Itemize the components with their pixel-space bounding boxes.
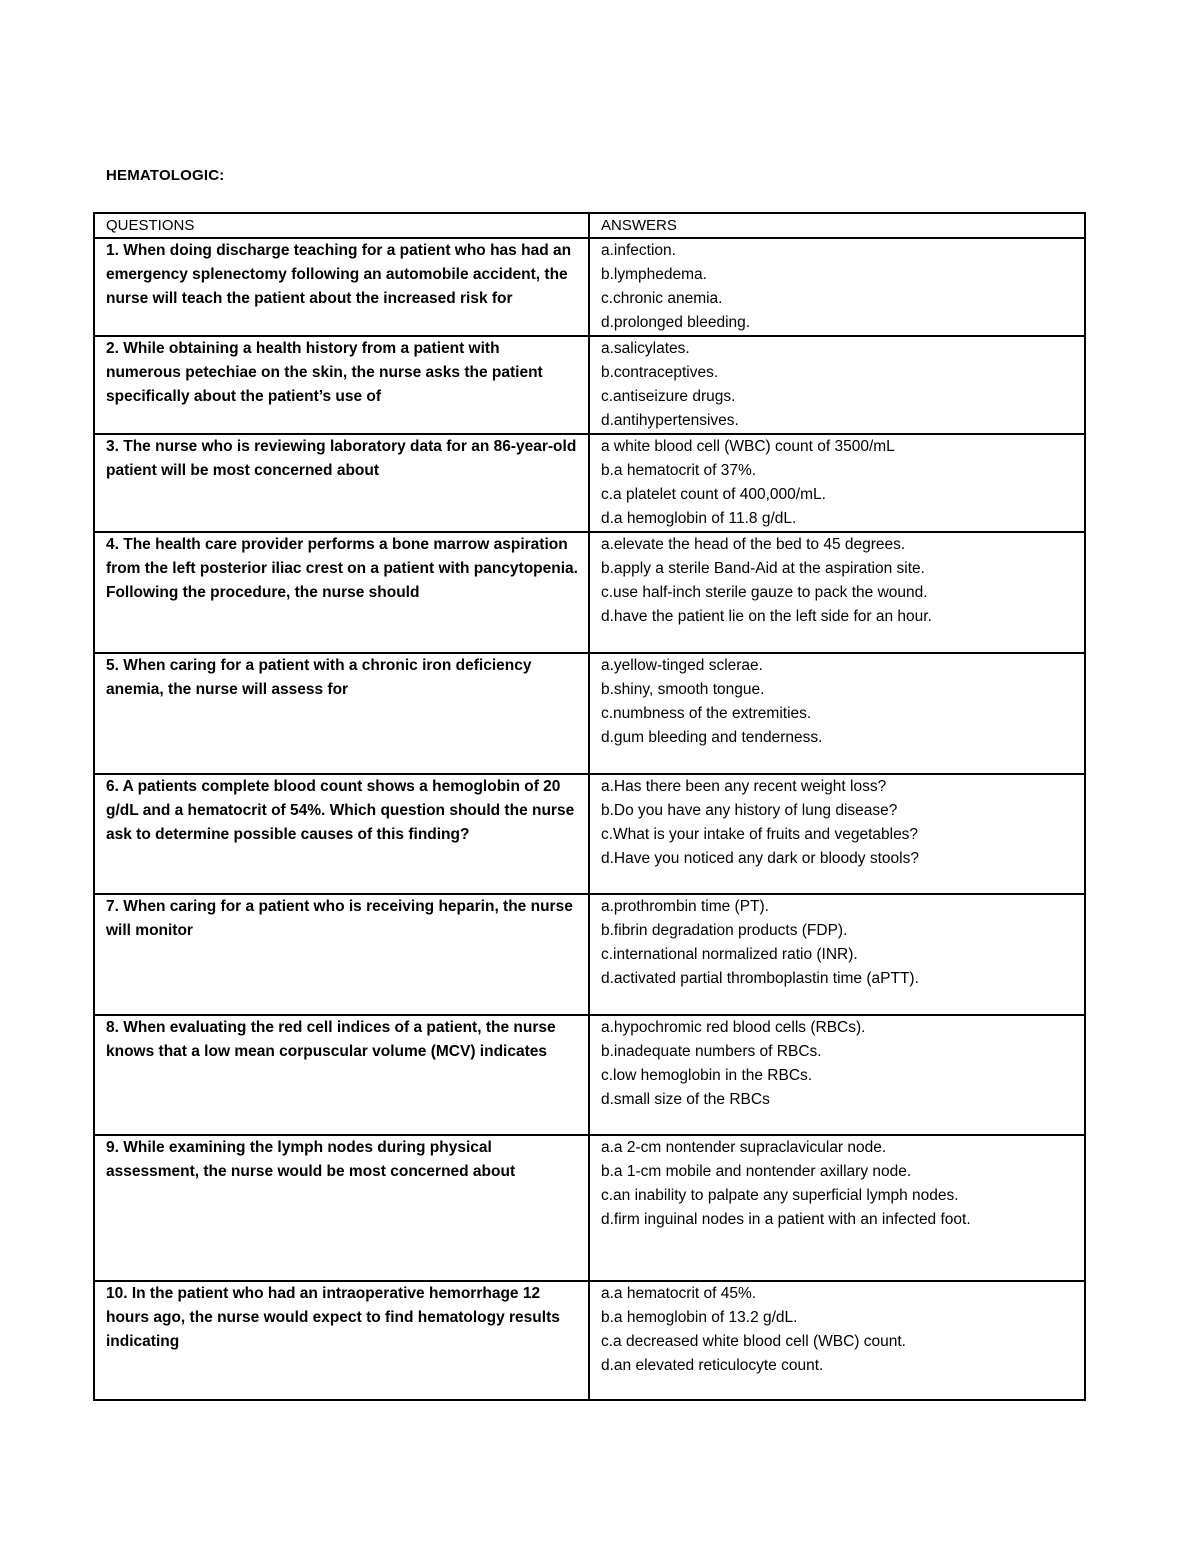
answer-cell	[589, 894, 1085, 1015]
answer-option: b.Do you have any history of lung disease?	[601, 802, 898, 819]
answer-option: d.small size of the RBCs	[601, 1091, 770, 1108]
answer-option: c.use half-inch sterile gauze to pack the wound.	[601, 584, 928, 601]
answer-cell	[589, 774, 1085, 894]
answer-option: b.lymphedema.	[601, 266, 707, 283]
question-cell: 3. The nurse who is reviewing laboratory data for an 86-year-old patient will be most concerned about	[94, 434, 589, 532]
question-cell: 10. In the patient who had an intraoperative hemorrhage 12 hours ago, the nurse would expect to find hematology results indicating	[94, 1281, 589, 1400]
answer-cell	[589, 653, 1085, 774]
question-cell: 1. When doing discharge teaching for a patient who has had an emergency splenectomy following an automobile accident, the nurse will teach the patient about the increased risk for	[94, 238, 589, 336]
answer-option: d.a hemoglobin of 11.8 g/dL.	[601, 510, 797, 527]
question-cell: 7. When caring for a patient who is receiving heparin, the nurse will monitor	[94, 894, 589, 1015]
table-row	[94, 238, 1085, 336]
answer-option: d.Have you noticed any dark or bloody stools?	[601, 850, 919, 867]
answer-option: a.elevate the head of the bed to 45 degrees.	[601, 536, 906, 553]
table-row	[94, 653, 1085, 774]
table-row	[94, 336, 1085, 434]
answer-option: a.hypochromic red blood cells (RBCs).	[601, 1019, 866, 1036]
answer-option: b.a 1-cm mobile and nontender axillary node.	[601, 1163, 912, 1180]
answer-option: c.numbness of the extremities.	[601, 705, 812, 722]
answer-option: a.yellow-tinged sclerae.	[601, 657, 763, 674]
answer-cell	[589, 238, 1085, 336]
question-answer-table	[93, 212, 1086, 1401]
answers-column-header: ANSWERS	[589, 213, 1085, 238]
answer-option: c.international normalized ratio (INR).	[601, 946, 858, 963]
table-row	[94, 1135, 1085, 1281]
answer-cell	[589, 1135, 1085, 1281]
answer-cell	[589, 532, 1085, 653]
answer-option: d.antihypertensives.	[601, 412, 739, 429]
answer-option: c.chronic anemia.	[601, 290, 723, 307]
answer-option: b.shiny, smooth tongue.	[601, 681, 765, 698]
answer-cell	[589, 336, 1085, 434]
question-cell: 9. While examining the lymph nodes during physical assessment, the nurse would be most concerned about	[94, 1135, 589, 1281]
answer-option: c.What is your intake of fruits and vegetables?	[601, 826, 919, 843]
table-row	[94, 774, 1085, 894]
question-cell: 4. The health care provider performs a bone marrow aspiration from the left posterior iliac crest on a patient with pancytopenia. Following the procedure, the nurse should	[94, 532, 589, 653]
answer-option: c.a decreased white blood cell (WBC) count.	[601, 1333, 906, 1350]
answer-option: a.a hematocrit of 45%.	[601, 1285, 757, 1302]
answer-option: b.a hematocrit of 37%.	[601, 462, 757, 479]
answer-option: a.infection.	[601, 242, 676, 259]
answer-cell	[589, 1281, 1085, 1400]
answer-option: b.fibrin degradation products (FDP).	[601, 922, 848, 939]
answer-option: d.have the patient lie on the left side for an hour.	[601, 608, 932, 625]
answer-option: c.low hemoglobin in the RBCs.	[601, 1067, 813, 1084]
answer-option: d.activated partial thromboplastin time (aPTT).	[601, 970, 919, 987]
answer-option: a.Has there been any recent weight loss?	[601, 778, 887, 795]
answer-option: b.apply a sterile Band-Aid at the aspiration site.	[601, 560, 925, 577]
answer-option: c.a platelet count of 400,000/mL.	[601, 486, 826, 503]
table-row	[94, 434, 1085, 532]
question-cell: 5. When caring for a patient with a chronic iron deficiency anemia, the nurse will assess for	[94, 653, 589, 774]
answer-cell	[589, 434, 1085, 532]
answer-cell	[589, 1015, 1085, 1135]
answer-option: d.an elevated reticulocyte count.	[601, 1357, 824, 1374]
question-cell: 2. While obtaining a health history from a patient with numerous petechiae on the skin, the nurse asks the patient specifically about the patient’s use of	[94, 336, 589, 434]
answer-option: c.an inability to palpate any superficial lymph nodes.	[601, 1187, 959, 1204]
answer-option: d.prolonged bleeding.	[601, 314, 751, 331]
answer-option: d.gum bleeding and tenderness.	[601, 729, 823, 746]
table-row	[94, 1015, 1085, 1135]
answer-option: a.salicylates.	[601, 340, 690, 357]
answer-option: d.firm inguinal nodes in a patient with an infected foot.	[601, 1211, 971, 1228]
question-cell: 8. When evaluating the red cell indices of a patient, the nurse knows that a low mean corpuscular volume (MCV) indicates	[94, 1015, 589, 1135]
answer-option: b.a hemoglobin of 13.2 g/dL.	[601, 1309, 798, 1326]
answer-option: c.antiseizure drugs.	[601, 388, 736, 405]
answer-option: a white blood cell (WBC) count of 3500/mL	[601, 438, 895, 455]
question-cell: 6. A patients complete blood count shows a hemoglobin of 20 g/dL and a hematocrit of 54%. Which question should the nurse ask to determine possible causes of this finding?	[94, 774, 589, 894]
table-header-row	[94, 213, 1085, 238]
answer-option: a.a 2-cm nontender supraclavicular node.	[601, 1139, 887, 1156]
answer-option: a.prothrombin time (PT).	[601, 898, 769, 915]
page-title: HEMATOLOGIC:	[106, 167, 225, 184]
table-row	[94, 1281, 1085, 1400]
table-row	[94, 532, 1085, 653]
table-row	[94, 894, 1085, 1015]
answer-option: b.contraceptives.	[601, 364, 719, 381]
questions-column-header: QUESTIONS	[94, 213, 589, 238]
answer-option: b.inadequate numbers of RBCs.	[601, 1043, 822, 1060]
